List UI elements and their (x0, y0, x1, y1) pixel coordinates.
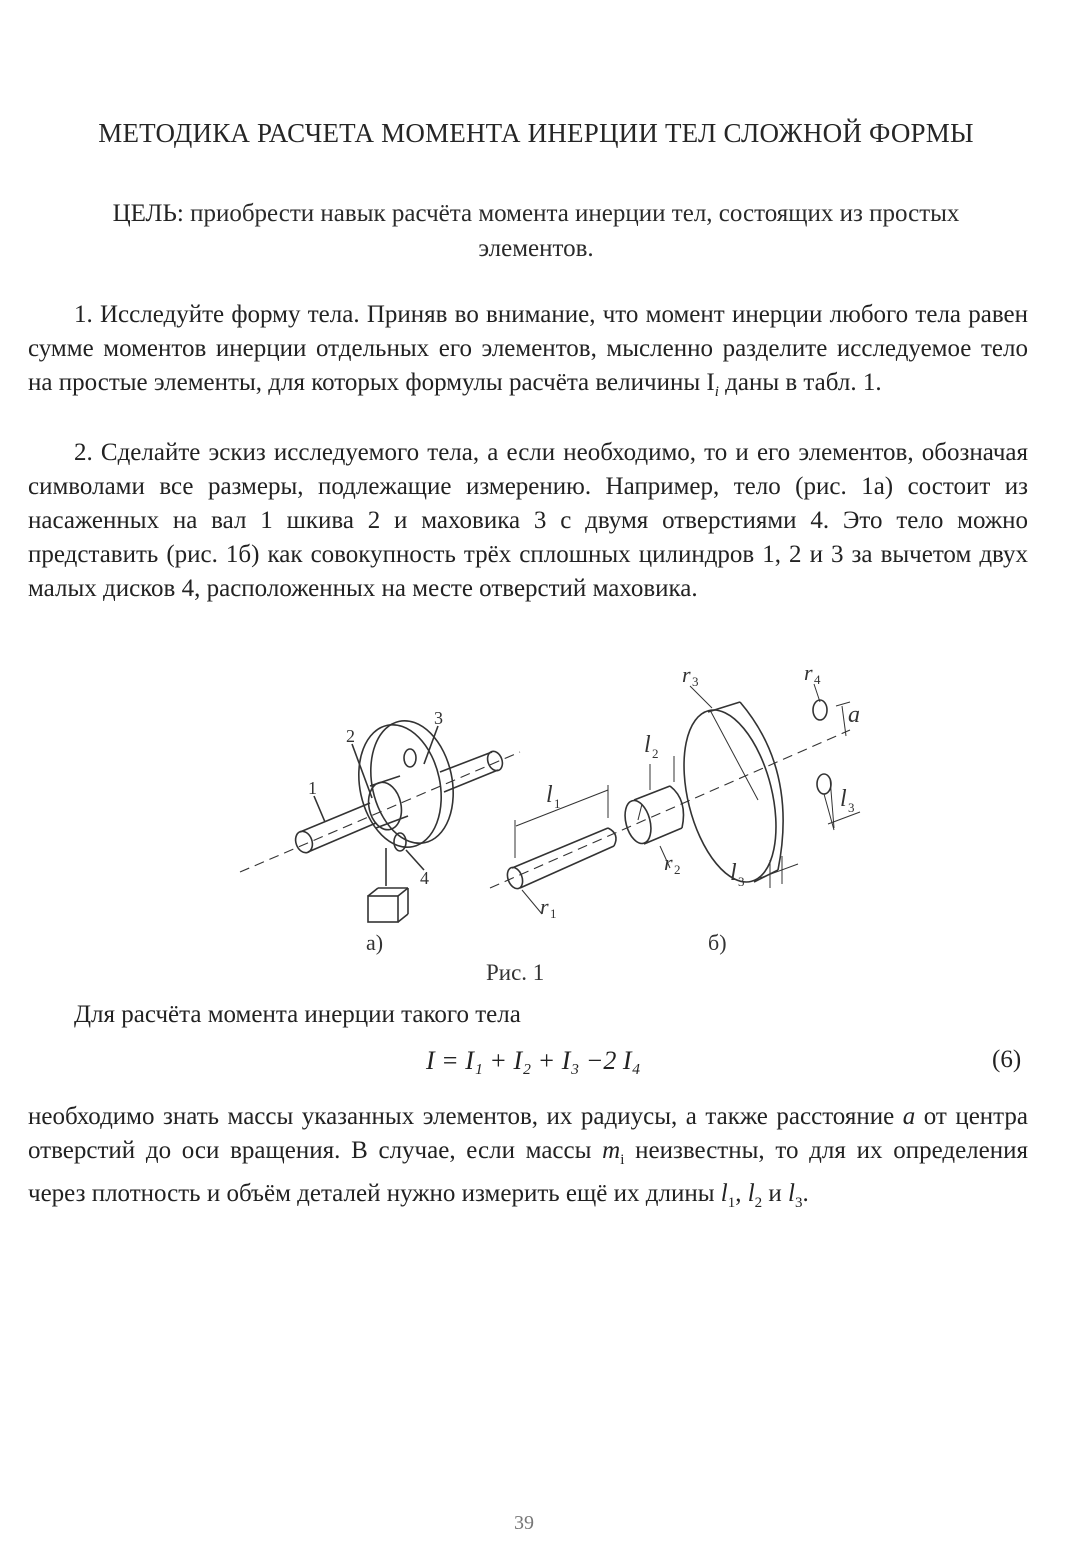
cylinder-2 (621, 798, 656, 847)
paragraph-2: 2. Сделайте эскиз исследуемого тела, а если необходимо, то и его элементов, обозначая символами все размеры, подлежащие измерению. Например, тело (рис. 1а) состоит из насаженных на вал 1 шкива 2 и маховика 3 с двумя отверстиями 4. Это тело можно представить (рис. 1б) как совокупность трёх сплошных цилиндров 1, 2 и 3 за вычетом двух малых дисков 4, расположенных на месте отверстий маховика. (28, 439, 1028, 602)
label-r2: r (664, 850, 673, 875)
label-l3-disc: l (840, 786, 847, 812)
label-r1-sub: 1 (550, 906, 557, 921)
label-a-2: 2 (346, 726, 355, 746)
flywheel-a (348, 717, 452, 855)
label-l1-sub: 1 (554, 796, 561, 811)
p4-part-b: от центра отверстий до оси вращения. В случае, если массы (28, 1103, 1028, 1164)
small-disc-top (813, 700, 827, 720)
p4-var-m: m (602, 1137, 621, 1164)
label-r1: r (540, 894, 549, 919)
label-r4-sub: 4 (814, 672, 821, 687)
figure-1 (230, 660, 880, 960)
p4-l3: l (788, 1180, 795, 1207)
p4-sub-i: i (620, 1152, 625, 1168)
paragraph-1-text: 1. Исследуйте форму тела. Приняв во внимание, что момент инерции любого тела равен сумме моментов инерции отдельных его элементов, мысленно разделите исследуемое тело на простые элементы, для которых формулы расчёта величины I (28, 301, 1028, 396)
p4-sub2: 2 (754, 1195, 763, 1211)
p4-l2: l (747, 1180, 755, 1207)
shaft-a-bottom (308, 823, 376, 852)
caption-b: б) (708, 930, 727, 955)
goal-text-line2: элементов. (478, 235, 594, 262)
label-r3: r (682, 662, 691, 687)
label-a-3: 3 (434, 708, 443, 728)
label-a-1: 1 (308, 778, 317, 798)
hole-a-top (404, 749, 416, 767)
paragraph-1-subscript: i (714, 384, 719, 400)
label-l3-sub: 3 (738, 874, 745, 889)
formula-6 (0, 1046, 1072, 1086)
p4-part-c: неизвестны, то для их определения через плотность и объём деталей нужно измерить ещё их длины (28, 1137, 1028, 1207)
formula-expression: I = I₁ + I₂ + I₃ −2 I₄ (426, 1046, 641, 1075)
paragraph-4 (28, 1100, 1028, 1220)
shaft-a-top (300, 803, 370, 832)
p4-sub3: 3 (795, 1195, 803, 1211)
goal-label: ЦЕЛЬ: (112, 200, 184, 227)
caption-a: а) (366, 930, 384, 955)
goal-statement (40, 196, 1032, 266)
p4-end: . (802, 1180, 809, 1207)
p4-sub1: 1 (727, 1195, 736, 1211)
label-l3: l (730, 860, 737, 886)
paragraph-1-tail: даны в табл. 1. (718, 369, 882, 396)
paragraph-3: Для расчёта момента инерции такого тела (74, 1001, 521, 1028)
weight-box (368, 896, 398, 922)
label-l2-sub: 2 (652, 746, 659, 761)
figure-caption: Рис. 1 (486, 960, 545, 985)
figure-drawing (230, 660, 880, 960)
flywheel-a-back (360, 713, 464, 851)
label-a-4: 4 (420, 868, 429, 888)
p4-and: и (762, 1180, 789, 1207)
label-r4: r (804, 660, 813, 685)
label-r3-sub: 3 (692, 674, 699, 689)
goal-text-line1: приобрести навык расчёта момента инерции тел, состоящих из простых (190, 200, 960, 227)
paragraph-1 (28, 298, 1028, 409)
label-a-dim: a (848, 702, 860, 728)
p4-var-a: a (902, 1103, 916, 1130)
small-disc-bottom (817, 774, 831, 794)
page-number: 39 (514, 1512, 534, 1534)
label-l2: l (644, 732, 651, 758)
label-l3-disc-sub: 3 (848, 800, 855, 815)
formula-number: (6) (992, 1046, 1022, 1073)
p4-l1: l (720, 1180, 728, 1207)
p4-comma: , (735, 1180, 748, 1207)
page-title: МЕТОДИКА РАСЧЕТА МОМЕНТА ИНЕРЦИИ ТЕЛ СЛОЖНОЙ ФОРМЫ (98, 118, 974, 148)
p4-part-a: необходимо знать массы указанных элементов, их радиусы, а также расстояние (28, 1103, 903, 1130)
label-l1: l (546, 782, 553, 808)
label-r2-sub: 2 (674, 862, 681, 877)
